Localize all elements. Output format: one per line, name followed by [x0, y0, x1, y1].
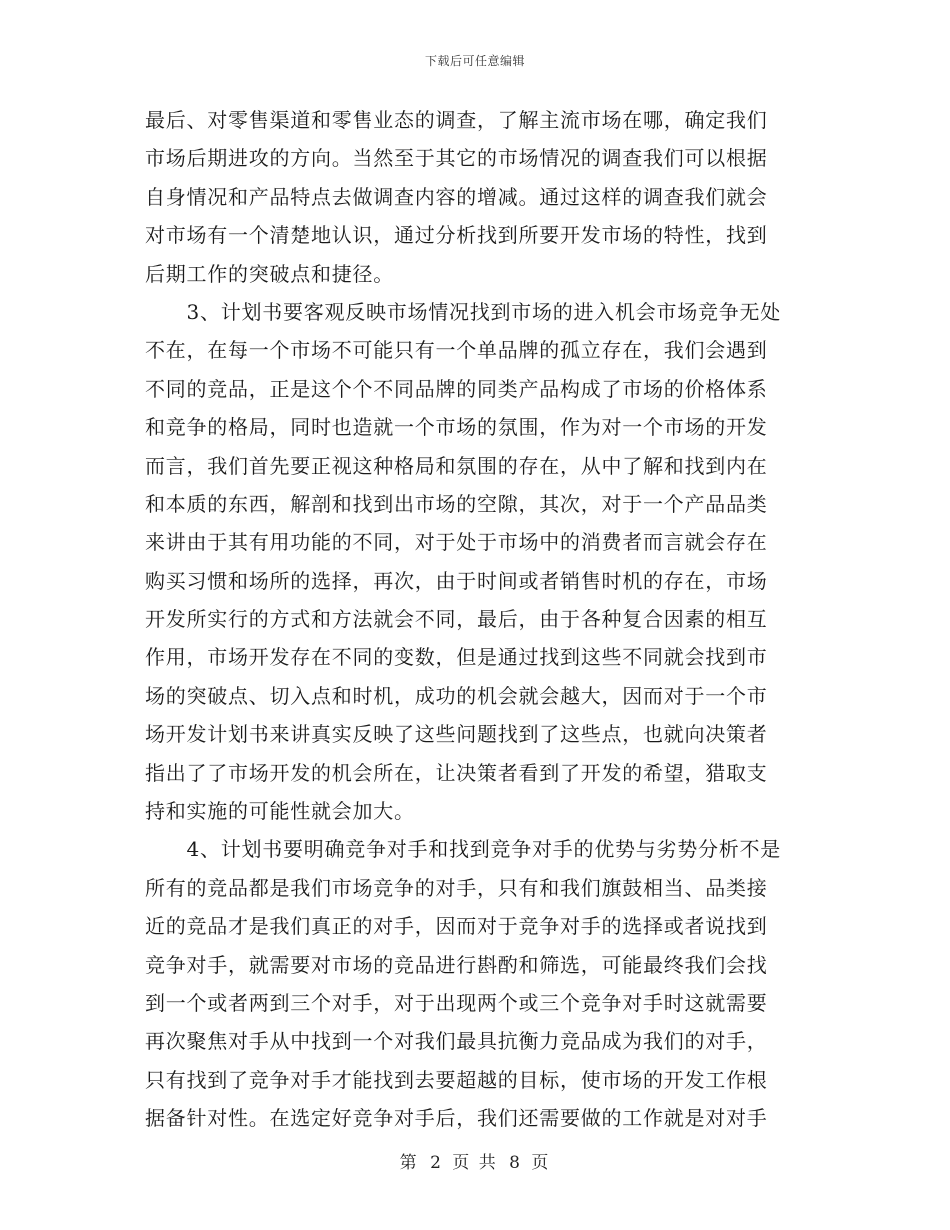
page-footer [0, 1148, 950, 1173]
text-line: 而言，我们首先要正视这种格局和氛围的存在，从中了解和找到内在 [145, 453, 768, 478]
text-line: 到一个或者两到三个对手，对于出现两个或三个竞争对手时这就需要 [145, 990, 768, 1015]
total-pages-number: 8 [509, 1153, 520, 1173]
text-line: 自身情况和产品特点去做调查内容的增减。通过这样的调查我们就会 [145, 184, 768, 209]
text-line: 开发所实行的方式和方法就会不同，最后，由于各种复合因素的相互 [145, 607, 768, 632]
text-line: 3、计划书要客观反映市场情况找到市场的进入机会市场竞争无处 [145, 299, 781, 324]
text-line: 和本质的东西，解剖和找到出市场的空隙，其次，对于一个产品品类 [145, 491, 768, 516]
text-line: 购买习惯和场所的选择，再次，由于时间或者销售时机的存在，市场 [145, 568, 768, 593]
text-line: 不在，在每一个市场不可能只有一个单品牌的孤立存在，我们会遇到 [145, 338, 768, 363]
text-line: 竞争对手，就需要对市场的竞品进行斟酌和筛选，可能最终我们会找 [145, 952, 768, 977]
text-line: 所有的竞品都是我们市场竞争的对手，只有和我们旗鼓相当、品类接 [145, 875, 768, 900]
text-line: 作用，市场开发存在不同的变数，但是通过找到这些不同就会找到市 [145, 645, 768, 670]
text-line: 不同的竞品，正是这个个不同品牌的同类产品构成了市场的价格体系 [145, 376, 768, 401]
footer-prefix: 第 [399, 1153, 419, 1173]
text-line: 指出了了市场开发的机会所在，让决策者看到了开发的希望，猎取支 [145, 760, 768, 785]
header-text: 下载后可任意编辑 [424, 54, 525, 68]
text-line: 市场后期进攻的方向。当然至于其它的市场情况的调查我们可以根据 [145, 146, 768, 171]
text-line: 对市场有一个清楚地认识，通过分析找到所要开发市场的特性，找到 [145, 223, 768, 248]
text-line: 场开发计划书来讲真实反映了这些问题找到了这些点，也就向决策者 [145, 722, 768, 747]
text-line: 来讲由于其有用功能的不同，对于处于市场中的消费者而言就会存在 [145, 530, 768, 555]
text-line: 持和实施的可能性就会加大。 [145, 799, 415, 824]
text-line: 据备针对性。在选定好竞争对手后，我们还需要做的工作就是对对手 [145, 1106, 768, 1131]
footer-suffix: 页 [531, 1153, 551, 1173]
text-line: 再次聚焦对手从中找到一个对我们最具抗衡力竞品成为我们的对手， [145, 1029, 768, 1054]
text-line: 近的竞品才是我们真正的对手，因而对于竞争对手的选择或者说找到 [145, 914, 768, 939]
text-line: 只有找到了竞争对手才能找到去要超越的目标，使市场的开发工作根 [145, 1067, 768, 1092]
document-body [145, 101, 805, 1138]
footer-middle: 页 共 [452, 1153, 498, 1173]
page-header [0, 52, 950, 69]
text-line: 和竞争的格局，同时也造就一个市场的氛围，作为对一个市场的开发 [145, 415, 768, 440]
text-line: 后期工作的突破点和捷径。 [145, 261, 394, 286]
current-page-number: 2 [430, 1153, 441, 1173]
text-line: 4、计划书要明确竞争对手和找到竞争对手的优势与劣势分析不是 [145, 837, 781, 862]
text-line: 场的突破点、切入点和时机，成功的机会就会越大，因而对于一个市 [145, 683, 768, 708]
text-line: 最后、对零售渠道和零售业态的调查，了解主流市场在哪，确定我们 [145, 108, 768, 132]
